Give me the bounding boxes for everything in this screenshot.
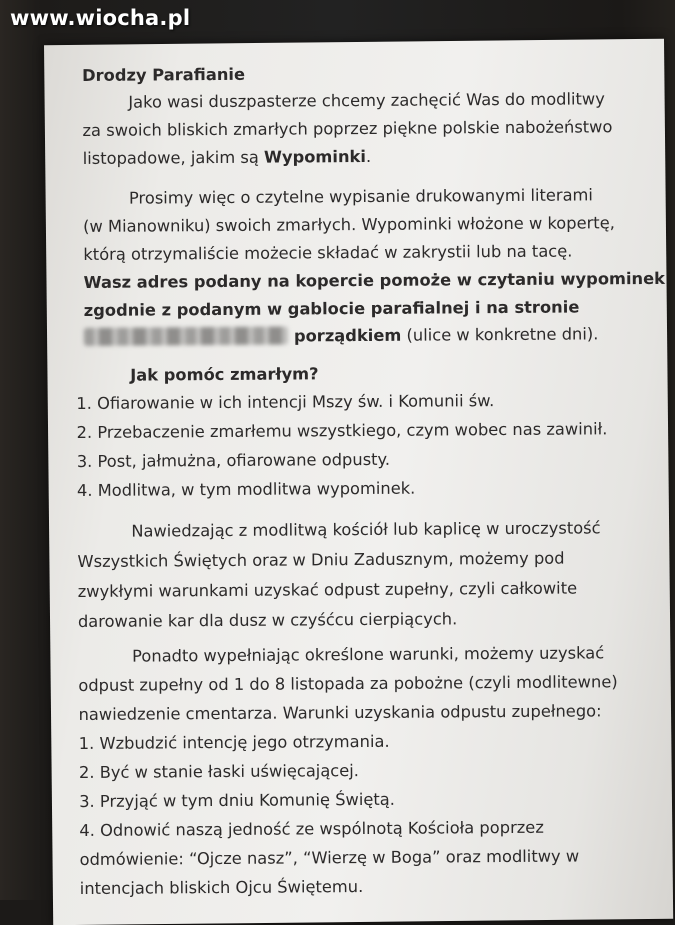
condition-4-line-3: intencjach bliskich Ojcu Świętemu.	[79, 877, 364, 898]
p4-line-3: nawiedzenie cmentarza. Warunki uzyskania odpustu zupełnego:	[78, 701, 602, 724]
condition-3: 3. Przyjąć w tym dniu Komunię Świętą.	[79, 789, 395, 811]
redacted-address-blur	[84, 327, 288, 346]
p1-line-3	[83, 147, 372, 168]
p1-line-1: Jako wasi duszpasterze chcemy zachęcić Was do modlitwy	[128, 89, 605, 112]
help-item-3: 3. Post, jałmużna, ofiarowane odpusty.	[76, 449, 391, 471]
site-watermark: www.wiocha.pl	[10, 6, 191, 30]
p2-bold-line-2: zgodnie z podanym w gablocie parafialnej i na stronie	[83, 297, 580, 320]
p3-line-4: darowanie kar dla dusz w czyśćcu cierpiących.	[77, 609, 458, 631]
p1-line-2: za swoich bliskich zmarłych poprzez piękne polskie nabożeństwo	[82, 117, 613, 140]
p2-line-3: którą otrzymaliście możecie składać w zakrystii lub na tacę.	[83, 241, 573, 264]
help-heading: Jak pomóc zmarłym?	[130, 364, 319, 385]
p3-line-2: Wszystkich Świętych oraz w Dniu Zadusznym, możemy pod	[77, 548, 565, 571]
help-item-2: 2. Przebaczenie zmarłemu wszystkiego, czym wobec nas zawinił.	[76, 419, 608, 442]
p4-line-1: Ponadto wypełniając określone warunki, możemy uzyskać	[132, 643, 605, 666]
condition-2: 2. Być w stanie łaski uświęcającej.	[78, 761, 360, 782]
help-item-1: 1. Ofiarowanie w ich intencji Mszy św. i Komunii św.	[76, 391, 495, 413]
p2-line-last	[84, 324, 599, 347]
greeting: Drodzy Parafianie	[82, 64, 246, 85]
p4-line-2: odpust zupełny od 1 do 8 listopada za pobożne (czyli modlitewne)	[78, 672, 618, 695]
p2-line-1: Prosimy więc o czytelne wypisanie drukowanymi literami	[128, 185, 593, 208]
p1-line-3-text: listopadowe, jakim są	[82, 147, 265, 168]
porzadkiem-bold: porządkiem	[293, 325, 402, 346]
p1-period: .	[365, 146, 372, 166]
p2-bold-line-1: Wasz adres podany na kopercie pomoże w czytaniu wypominek	[83, 268, 666, 292]
condition-4-line-1: 4. Odnowić naszą jedność ze wspólnotą Kościoła poprzez	[79, 817, 544, 840]
p2-end-text: (ulice w konkretne dni).	[401, 324, 599, 345]
p3-line-3: zwykłymi warunkami uzyskać odpust zupełny, czyli całkowite	[77, 578, 578, 601]
p3-line-1: Nawiedzając z modlitwą kościół lub kaplicę w uroczystość	[131, 518, 601, 541]
condition-4-line-2: odmówienie: “Ojcze nasz”, “Wierzę w Boga” oraz modlitwy w	[79, 846, 580, 869]
help-item-4: 4. Modlitwa, w tym modlitwa wypominek.	[76, 478, 416, 500]
condition-1: 1. Wzbudzić intencję jego otrzymania.	[78, 731, 390, 753]
p2-line-2: (w Mianowniku) swoich zmarłych. Wypominki włożone w kopertę,	[83, 213, 615, 236]
wypominki-bold: Wypominki	[263, 146, 366, 167]
